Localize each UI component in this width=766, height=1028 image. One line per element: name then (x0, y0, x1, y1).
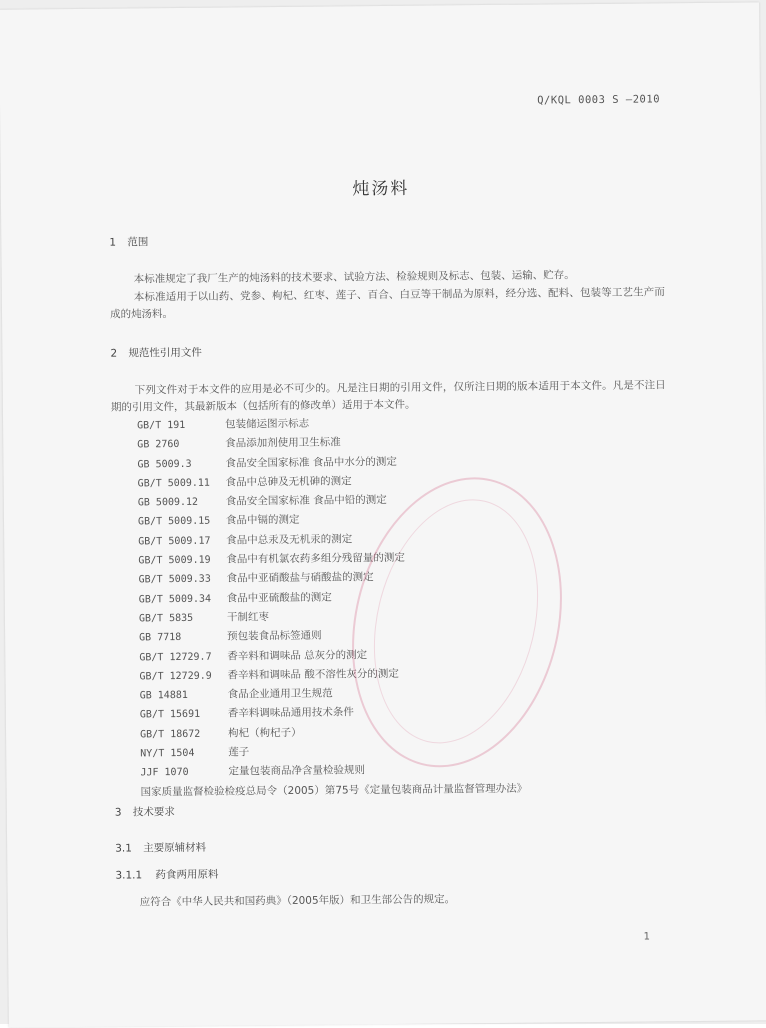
section-3-number: 3 (114, 806, 122, 819)
document-title: 炖汤料 (352, 178, 410, 200)
reference-title: 干制红枣 (226, 611, 270, 624)
reference-title: 食品中有机氯农药多组分残留量的测定 (226, 551, 405, 566)
section-3-1-number: 3.1 (115, 842, 132, 855)
section-3-1-1-title: 药食两用原料 (155, 868, 219, 882)
reference-title: 食品中总砷及无机砷的测定 (225, 475, 352, 489)
section-3-1-title: 主要原辅材料 (143, 841, 207, 855)
section-2-number: 2 (110, 347, 118, 360)
section-3-1-1-heading (115, 867, 218, 883)
reference-code: GB/T 15691 (139, 709, 201, 721)
reference-code: GB/T 18672 (140, 728, 201, 741)
reference-title: 香辛料和调味品 总灰分的测定 (227, 648, 368, 663)
reference-title: 食品中亚硫酸盐的测定 (226, 591, 332, 605)
reference-code: NY/T 1504 (140, 747, 195, 760)
reference-title: 预包装食品标签通则 (227, 629, 322, 643)
reference-code: GB/T 191 (137, 419, 186, 432)
reference-item-regulation: 国家质量监督检验检疫总局令（2005）第75号《定量包装商品计量监督管理办法》 (140, 782, 528, 799)
section-3-1-heading (115, 840, 206, 856)
reference-title: 香辛料调味品通用技术条件 (227, 706, 354, 720)
reference-title: 枸杞（枸杞子） (228, 726, 302, 740)
reference-title: 定量包装商品净含量检验规则 (228, 764, 365, 778)
reference-title: 食品安全国家标准 食品中铅的测定 (225, 494, 387, 508)
reference-code: GB/T 5009.11 (137, 477, 210, 490)
section-1-number: 1 (109, 236, 117, 249)
reference-code: GB 7718 (139, 632, 182, 644)
section-3-heading (115, 804, 175, 820)
reference-code: GB 14881 (139, 690, 188, 702)
reference-code: GB/T 5009.33 (138, 574, 211, 586)
section-1-title: 范围 (127, 236, 149, 249)
section-2-title: 规范性引用文件 (128, 346, 202, 360)
section-3-1-1-text: 应符合《中华人民共和国药典》（2005年版）和卫生部公告的规定。 (139, 893, 456, 909)
reference-title: 食品中总汞及无机汞的测定 (226, 533, 353, 547)
section-1-paragraph-1: 本标准规定了我厂生产的炖汤料的技术要求、试验方法、检验规则及标志、包装、运输、贮存。 (133, 269, 575, 286)
reference-code: GB/T 5009.17 (138, 535, 211, 548)
reference-code: GB/T 12729.9 (139, 670, 212, 683)
reference-title: 食品添加剂使用卫生标准 (225, 436, 341, 450)
reference-code: GB/T 5009.19 (138, 554, 211, 567)
reference-code: GB/T 5835 (138, 612, 194, 625)
reference-code: JJF 1070 (140, 767, 189, 779)
section-2-intro: 下列文件对于本文件的应用是必不可少的。凡是注日期的引用文件，仅所注日期的版本适用于本文件。凡是不注日期的引用文件，其最新版本（包括所有的修改单）适用于本文件。 (110, 379, 666, 414)
reference-title: 食品企业通用卫生规范 (227, 687, 333, 701)
section-3-1-1-number: 3.1.1 (115, 869, 143, 882)
reference-code: GB/T 5009.15 (137, 516, 211, 528)
reference-title: 包装储运图示标志 (225, 417, 310, 431)
section-3-title: 技术要求 (132, 806, 175, 819)
reference-title: 食品安全国家标准 食品中水分的测定 (225, 455, 397, 470)
section-1-heading (109, 234, 148, 249)
section-2-heading (110, 345, 202, 361)
page-number: 1 (643, 931, 651, 943)
reference-code: GB 5009.3 (137, 458, 192, 470)
reference-title: 食品中亚硝酸盐与硝酸盐的测定 (226, 571, 374, 585)
reference-code: GB/T 12729.7 (139, 651, 212, 663)
reference-code: GB 2760 (137, 439, 180, 451)
reference-code: GB 5009.12 (137, 497, 199, 509)
reference-title: 莲子 (228, 746, 250, 759)
document-code: Q/KQL 0003 S —2010 (537, 93, 661, 107)
section-1-paragraph-2: 本标准适用于以山药、党参、枸杞、红枣、莲子、百合、白豆等干制品为原料，经分选、配料、包装等工艺生产而成的炖汤料。 (109, 286, 665, 321)
reference-title: 食品中镉的测定 (225, 514, 300, 528)
reference-title: 香辛料和调味品 酸不溶性灰分的测定 (227, 667, 399, 682)
reference-code: GB/T 5009.34 (138, 593, 212, 606)
document-page (0, 2, 766, 1027)
